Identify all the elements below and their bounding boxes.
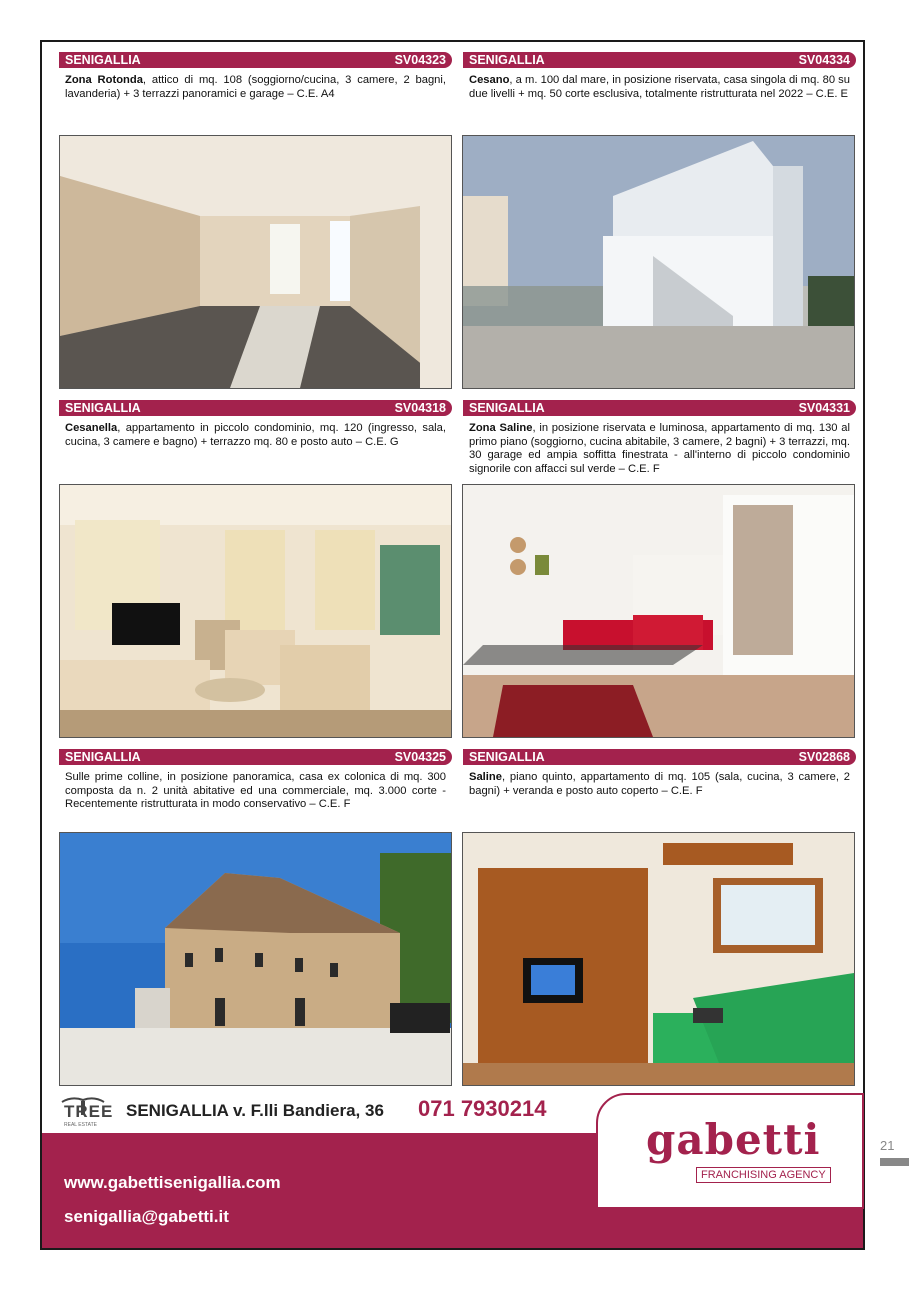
listing-header [59, 400, 452, 416]
listing-code: SV04334 [798, 53, 850, 67]
page-number: 21 [880, 1138, 895, 1153]
listing-header [463, 749, 856, 765]
brand-sub: FRANCHISING AGENCY [696, 1167, 831, 1183]
listing-photo-lounge[interactable] [462, 832, 855, 1086]
listing-card [59, 52, 452, 124]
listing-card [59, 749, 452, 821]
listing-description: Zona Saline, in posizione riservata e luminosa, appartamento di mq. 130 al primo piano (soggiorno, cucina abitabile, 3 camere, 2 bagni) + 3 terrazzi, mq. 30 garage ed ampia soffitta finestrata - all'interno di piccolo condominio signorile con affacci sul verde – C.E. F [469, 422, 850, 475]
listing-city: SENIGALLIA [65, 750, 141, 764]
listing-city: SENIGALLIA [469, 401, 545, 415]
listing-photo-dining-room[interactable] [462, 484, 855, 738]
listing-header [59, 52, 452, 68]
listing-photo-house[interactable] [462, 135, 855, 389]
listing-code: SV04331 [798, 401, 850, 415]
page-marker [880, 1158, 909, 1166]
tree-sub: REAL ESTATE [64, 1122, 97, 1128]
listing-city: SENIGALLIA [65, 53, 141, 67]
listing-header [59, 749, 452, 765]
office-phone[interactable]: 071 7930214 [418, 1096, 547, 1121]
listing-city: SENIGALLIA [469, 750, 545, 764]
listing-photo-living-room[interactable] [59, 484, 452, 738]
tree-label: TREE [64, 1102, 114, 1121]
listing-header [463, 400, 856, 416]
brand-name: gabetti [646, 1115, 821, 1164]
tree-logo [58, 1096, 114, 1135]
office-address: SENIGALLIA v. F.lli Bandiera, 36 [126, 1101, 384, 1120]
listing-card [463, 400, 856, 475]
listing-city: SENIGALLIA [469, 53, 545, 67]
listing-description: Sulle prime colline, in posizione panoramica, casa ex colonica di mq. 300 composta da n. 2 unità abitative ed una commerciale, mq. 3.000 corte - Recentemente ristrutturata in modo conservativo – C.E. F [65, 771, 446, 810]
listing-description: Zona Rotonda, attico di mq. 108 (soggiorno/cucina, 3 camere, 2 bagni, lavanderia) + 3 terrazzi panoramici e garage – C.E. A4 [65, 74, 446, 100]
listing-photo-farmhouse[interactable] [59, 832, 452, 1086]
listing-code: SV02868 [798, 750, 850, 764]
listing-description: Cesanella, appartamento in piccolo condominio, mq. 120 (ingresso, sala, cucina, 3 camere e bagno) + terrazzo mq. 80 e posto auto – C.E. G [65, 422, 446, 448]
listing-header [463, 52, 856, 68]
listing-city: SENIGALLIA [65, 401, 141, 415]
listing-code: SV04318 [394, 401, 446, 415]
listing-photo-interior[interactable] [59, 135, 452, 389]
listing-card [59, 400, 452, 472]
listing-card [463, 52, 856, 124]
website-link[interactable]: www.gabettisenigallia.com [64, 1173, 281, 1192]
listing-code: SV04325 [394, 750, 446, 764]
email-link[interactable]: senigallia@gabetti.it [64, 1207, 229, 1226]
listing-code: SV04323 [394, 53, 446, 67]
gabetti-logo [596, 1093, 864, 1209]
listing-description: Cesano, a m. 100 dal mare, in posizione riservata, casa singola di mq. 80 su due livelli + mq. 50 corte esclusiva, totalmente ristrutturata nel 2022 – C.E. E [469, 74, 850, 100]
listing-card [463, 749, 856, 821]
listing-description: Saline, piano quinto, appartamento di mq. 105 (sala, cucina, 3 camere, 2 bagni) + veranda e posto auto coperto – C.E. F [469, 771, 850, 797]
